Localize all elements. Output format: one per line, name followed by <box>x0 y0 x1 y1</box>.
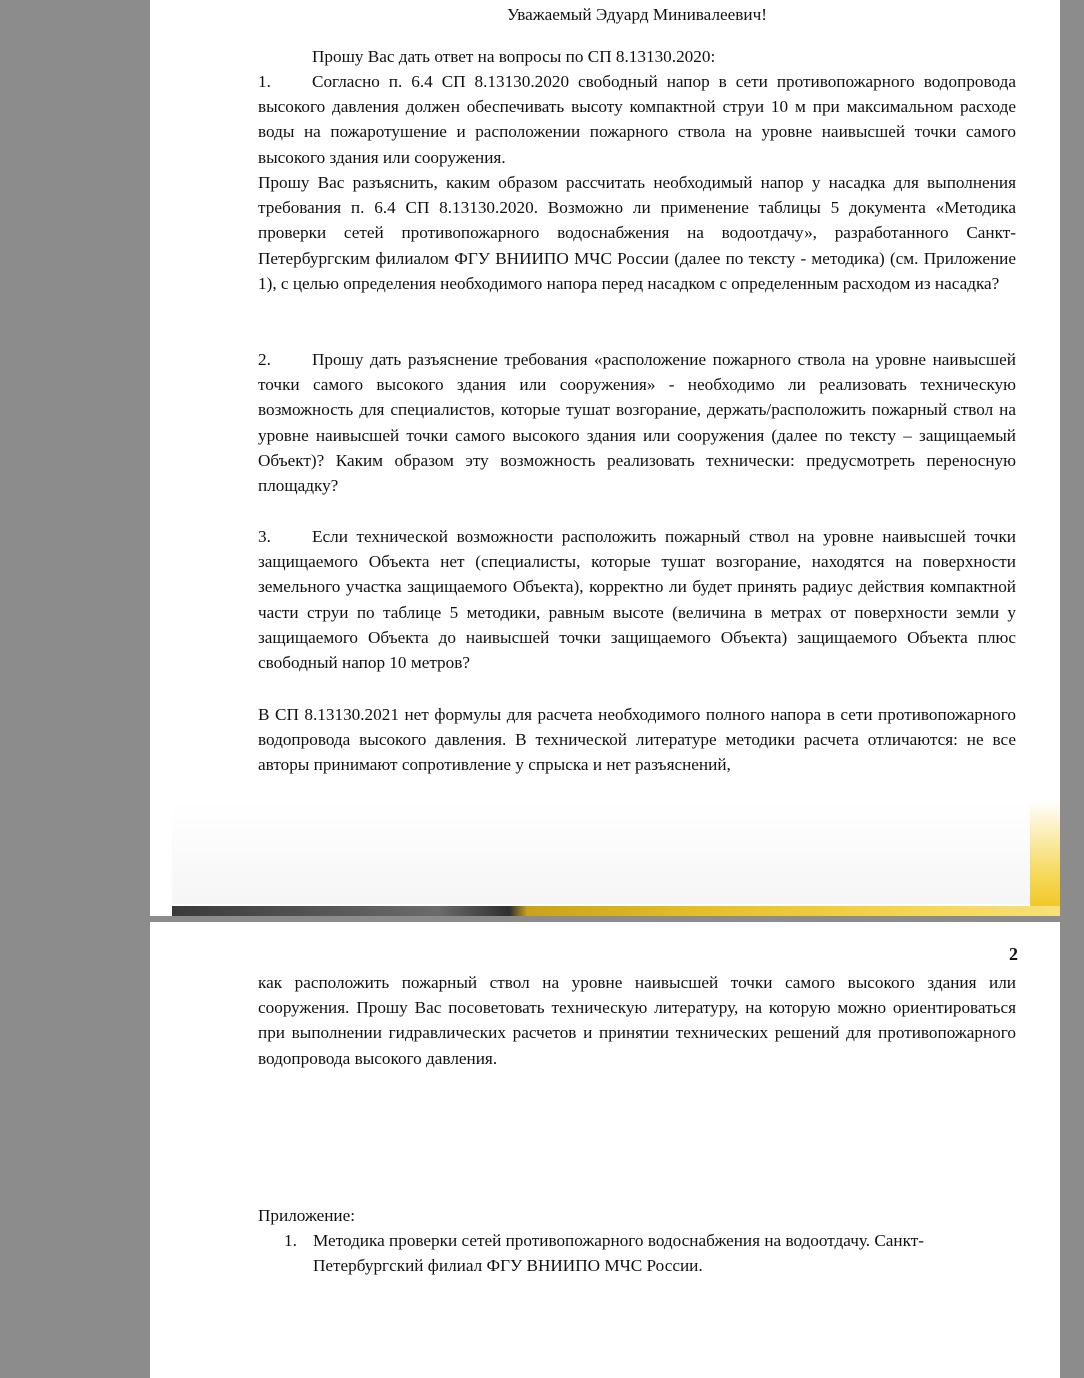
question-2-number: 2. <box>258 350 271 369</box>
question-3-number: 3. <box>258 527 271 546</box>
appendix-item-number: 1. <box>284 1231 297 1250</box>
decorative-image-strip <box>172 906 1060 916</box>
page-number: 2 <box>1009 944 1018 964</box>
continuation-paragraph: как расположить пожарный ствол на уровне наивысшей точки самого высокого здания или сооружения. Прошу Вас посоветовать техническую литературу, на которую можно ориентироваться при выполнении гидравлических расчетов и принятии технических решений для противопожарного водопровода высокого давления. <box>258 973 1016 1068</box>
greeting: Уважаемый Эдуард Минивалеевич! <box>507 5 767 24</box>
question-2 <box>258 347 1016 498</box>
question-1 <box>258 69 1016 170</box>
question-1-followup: Прошу Вас разъяснить, каким образом рассчитать необходимый напор у насадка для выполнения требования п. 6.4 СП 8.13130.2020. Возможно ли применение таблицы 5 документа «Методика проверки сетей противопожарного водоснабжения на водоотдачу», разработанного Санкт-Петербургским филиалом ФГУ ВНИИПО МЧС России (далее по тексту - методика) (см. Приложение 1), с целью определения необходимого напора перед насадком с определенным расходом из насадка? <box>258 173 1016 293</box>
question-1-text: Согласно п. 6.4 СП 8.13130.2020 свободный напор в сети противопожарного водопровода высокого давления должен обеспечивать высоту компактной струи 10 м при максимальном расходе воды на пожаротушение и расположении пожарного ствола на уровне наивысшей точки самого высокого здания или сооружения. <box>258 72 1016 167</box>
appendix-item <box>284 1228 984 1278</box>
question-1-number: 1. <box>258 72 271 91</box>
decorative-glow <box>1030 800 1060 906</box>
closing-paragraph: В СП 8.13130.2021 нет формулы для расчета необходимого полного напора в сети противопожарного водопровода высокого давления. В технической литературе методики расчета отличаются: не все авторы принимают сопротивление у спрыска и нет разъяснений, <box>258 705 1016 775</box>
question-2-text: Прошу дать разъяснение требования «расположение пожарного ствола на уровне наивысшей точки самого высокого здания или сооружения» - необходимо ли реализовать техническую возможность для специалистов, которые тушат возгорание, держать/расположить пожарный ствол на уровне наивысшей точки самого высокого здания или сооружения (далее по тексту – защищаемый Объект)? Каким образом эту возможность реализовать технически: предусмотреть переносную площадку? <box>258 350 1016 496</box>
intro-paragraph: Прошу Вас дать ответ на вопросы по СП 8.13130.2020: <box>312 47 716 66</box>
question-3-text: Если технической возможности расположить пожарный ствол на уровне наивысшей точки защищаемого Объекта нет (специалисты, которые тушат возгорание, находятся на поверхности земельного участка защищаемого Объекта), корректно ли будет принять радиус действия компактной части струи по таблице 5 методики, равным высоте (величина в метрах от поверхности земли у защищаемого Объекта до наивысшей точки защищаемого Объекта) защищаемого Объекта плюс свободный напор 10 метров? <box>258 527 1016 673</box>
appendix-title: Приложение: <box>258 1206 356 1225</box>
question-3 <box>258 524 1016 675</box>
appendix-item-text: Методика проверки сетей противопожарного водоснабжения на водоотдачу. Санкт-Петербургский филиал ФГУ ВНИИПО МЧС России. <box>313 1231 924 1276</box>
page-bottom-fade <box>172 800 1032 904</box>
